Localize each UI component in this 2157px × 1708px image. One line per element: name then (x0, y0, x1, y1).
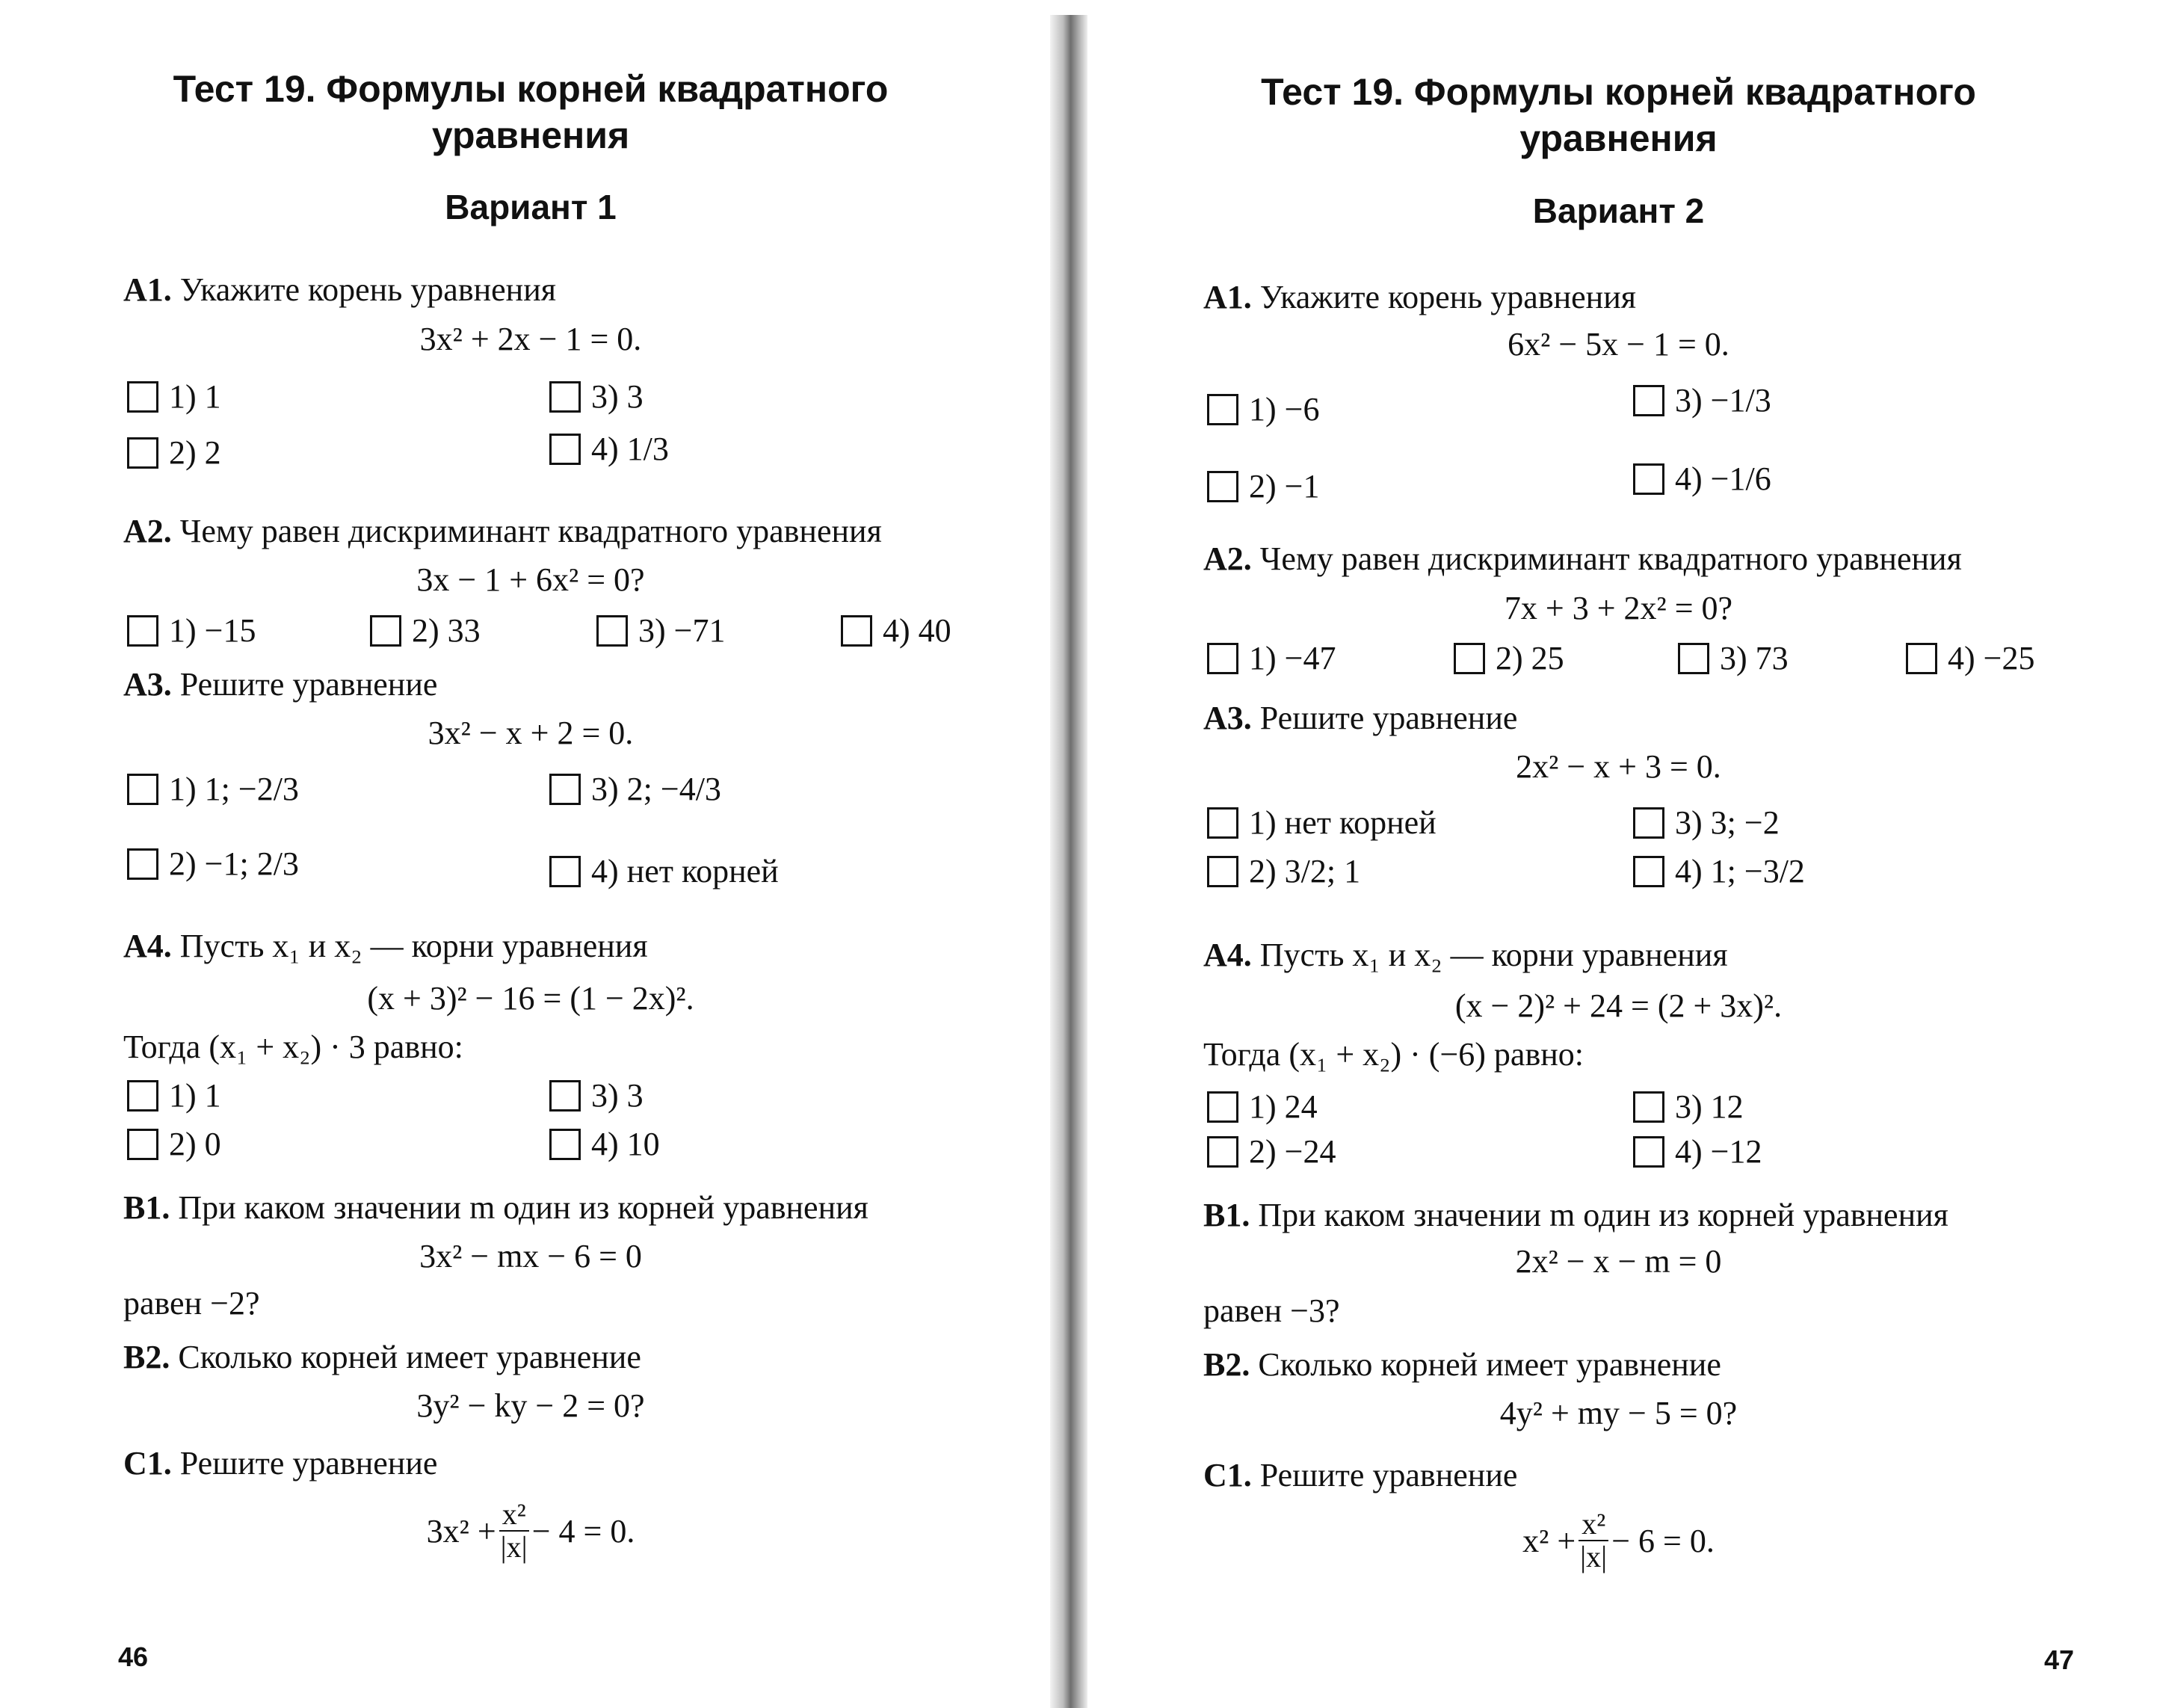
checkbox[interactable] (1633, 856, 1664, 887)
right-b2-equation: 4y² + my − 5 = 0? (1499, 1395, 1738, 1431)
fraction-numerator: x² (499, 1499, 529, 1532)
left-c1-label: С1. (123, 1445, 172, 1482)
left-a2-option-2[interactable] (370, 611, 481, 650)
left-a4-option-4[interactable] (549, 1125, 660, 1163)
option-label: 3) 3 (591, 1077, 644, 1114)
left-a4-equation: (x + 3)² − 16 = (1 − 2x)². (367, 980, 694, 1017)
checkbox[interactable] (1633, 1091, 1664, 1123)
right-b1-label: В1. (1203, 1197, 1250, 1233)
checkbox[interactable] (1633, 1136, 1664, 1168)
checkbox[interactable] (1633, 385, 1664, 416)
left-b2-text: Сколько корней имеет уравнение (178, 1339, 641, 1375)
right-c1-equation (1080, 1508, 2157, 1573)
left-a1-option-4[interactable] (549, 430, 669, 468)
right-c1-label: С1. (1203, 1457, 1252, 1493)
checkbox[interactable] (1678, 643, 1709, 674)
checkbox[interactable] (127, 1080, 158, 1112)
checkbox[interactable] (549, 434, 581, 465)
option-label: 3) 3; −2 (1675, 804, 1780, 841)
right-a4-then: Тогда (x₁ + x₂) · (−6) равно: (1203, 1036, 1584, 1073)
checkbox[interactable] (127, 848, 158, 880)
left-c1-eq-left: 3x² + (426, 1512, 496, 1550)
option-label: 3) 2; −4/3 (591, 771, 721, 807)
right-a3-question (1203, 699, 1517, 737)
right-a2-equation: 7x + 3 + 2x² = 0? (1504, 590, 1733, 626)
fraction-denominator: |x| (1580, 1540, 1608, 1573)
left-page-number: 46 (118, 1641, 149, 1672)
right-c1-question (1203, 1456, 1517, 1494)
option-label: 2) −1 (1249, 468, 1320, 505)
option-label: 2) 33 (412, 612, 481, 649)
right-a2-option-3[interactable] (1678, 639, 1789, 677)
checkbox[interactable] (1207, 1091, 1238, 1123)
left-c1-text: Решите уравнение (179, 1445, 438, 1482)
right-title (1080, 69, 2157, 161)
right-b2-text: Сколько корней имеет уравнение (1258, 1346, 1721, 1383)
left-a3-label: А3. (123, 666, 172, 703)
left-a2-equation: 3x − 1 + 6x² = 0? (416, 561, 645, 598)
checkbox[interactable] (370, 615, 401, 647)
option-label: 4) −1/6 (1675, 460, 1771, 497)
right-a3-equation: 2x² − x + 3 = 0. (1516, 748, 1721, 785)
option-label: 3) −71 (638, 612, 726, 649)
right-b1-question (1203, 1196, 1948, 1234)
option-label: 4) 10 (591, 1126, 660, 1162)
left-a1-question (123, 271, 556, 309)
option-label: 4) нет корней (591, 853, 779, 890)
right-a4-equation: (x − 2)² + 24 = (2 + 3x)². (1454, 987, 1783, 1024)
right-page-number: 47 (2044, 1644, 2075, 1675)
left-variant: Вариант 1 (445, 188, 617, 226)
left-title-line2: уравнения (431, 114, 630, 156)
right-a3-option-3[interactable] (1633, 804, 1780, 842)
right-b2-label: В2. (1203, 1346, 1250, 1383)
option-label: 2) −24 (1249, 1133, 1336, 1170)
left-c1-equation (0, 1499, 1061, 1563)
right-a2-label: А2. (1203, 540, 1252, 577)
left-a2-option-1[interactable] (127, 611, 256, 650)
right-c1-text: Решите уравнение (1259, 1457, 1518, 1493)
left-b2-equation: 3y² − ky − 2 = 0? (416, 1387, 645, 1424)
checkbox[interactable] (549, 381, 581, 413)
option-label: 2) 0 (169, 1126, 221, 1162)
right-a4-option-2[interactable] (1207, 1132, 1336, 1171)
left-title-line1: Тест 19. Формулы корней квадратного (173, 68, 889, 110)
option-label: 1) −6 (1249, 391, 1320, 428)
option-label: 1) −15 (169, 612, 256, 649)
left-a4-text: Пусть x₁ и x₂ — корни уравнения (179, 928, 648, 964)
left-a4-label: А4. (123, 928, 172, 964)
left-b2-label: В2. (123, 1339, 170, 1375)
option-label: 1) 1; −2/3 (169, 771, 299, 807)
right-a4-label: А4. (1203, 937, 1252, 973)
option-label: 4) 1; −3/2 (1675, 853, 1805, 890)
checkbox[interactable] (1633, 463, 1664, 495)
checkbox[interactable] (549, 1129, 581, 1160)
left-a1-option-2[interactable] (127, 434, 221, 472)
right-a2-option-4[interactable] (1906, 639, 2034, 677)
option-label: 3) 73 (1720, 640, 1789, 676)
right-a4-question (1203, 936, 1728, 974)
left-a2-option-4[interactable] (841, 611, 951, 650)
option-label: 1) 24 (1249, 1088, 1318, 1125)
left-a1-text: Укажите корень уравнения (179, 271, 557, 308)
left-b1-label: В1. (123, 1189, 170, 1226)
option-label: 1) 1 (169, 378, 221, 415)
left-a1-option-1[interactable] (127, 377, 221, 416)
checkbox[interactable] (1207, 394, 1238, 425)
option-label: 4) −25 (1948, 640, 2035, 676)
left-a4-option-1[interactable] (127, 1076, 221, 1114)
checkbox[interactable] (549, 856, 581, 887)
checkbox[interactable] (1633, 807, 1664, 839)
option-label: 2) 2 (169, 434, 221, 471)
option-label: 2) 3/2; 1 (1249, 853, 1361, 890)
left-c1-eq-right: − 4 = 0. (531, 1512, 635, 1550)
option-label: 3) −1/3 (1675, 382, 1771, 419)
left-c1-question (123, 1444, 437, 1482)
right-page (1080, 0, 2157, 1708)
checkbox[interactable] (127, 774, 158, 805)
left-a3-text: Решите уравнение (179, 666, 438, 703)
left-a2-question (123, 512, 882, 550)
right-a3-option-1[interactable] (1207, 804, 1437, 842)
left-a3-option-3[interactable] (549, 770, 721, 808)
right-a2-text: Чему равен дискриминант квадратного уравнения (1259, 540, 1962, 577)
right-a4-option-4[interactable] (1633, 1132, 1762, 1171)
right-a3-label: А3. (1203, 700, 1252, 736)
checkbox[interactable] (549, 774, 581, 805)
right-c1-eq-left: x² + (1522, 1522, 1576, 1559)
option-label: 3) 3 (591, 378, 644, 415)
right-b1-tail: равен −3? (1203, 1292, 1340, 1329)
left-a3-option-1[interactable] (127, 770, 299, 808)
left-a1-equation: 3x² + 2x − 1 = 0. (419, 321, 642, 357)
option-label: 2) 25 (1496, 640, 1564, 676)
left-a3-option-2[interactable] (127, 845, 299, 883)
left-a3-option-4[interactable] (549, 852, 779, 890)
right-a1-option-2[interactable] (1207, 467, 1319, 505)
right-a1-question (1203, 278, 1636, 316)
left-b1-equation: 3x² − mx − 6 = 0 (419, 1238, 642, 1274)
left-page (0, 0, 1061, 1708)
left-a2-text: Чему равен дискриминант квадратного уравнения (179, 513, 882, 549)
left-a4-option-2[interactable] (127, 1125, 221, 1163)
option-label: 4) 40 (883, 612, 951, 649)
left-a4-then: Тогда (x₁ + x₂) · 3 равно: (123, 1029, 463, 1065)
left-b1-question (123, 1188, 868, 1227)
fraction-denominator: |x| (500, 1530, 528, 1564)
option-label: 3) 12 (1675, 1088, 1744, 1125)
checkbox[interactable] (127, 437, 158, 469)
right-a4-option-3[interactable] (1633, 1088, 1744, 1126)
left-a1-option-3[interactable] (549, 377, 644, 416)
right-b1-text: При каком значении m один из корней уравнения (1258, 1197, 1948, 1233)
right-variant: Вариант 2 (1532, 191, 1705, 230)
left-a3-equation: 3x² − x + 2 = 0. (428, 715, 634, 751)
right-title-line2: уравнения (1519, 117, 1718, 159)
right-a1-equation: 6x² − 5x − 1 = 0. (1508, 326, 1729, 363)
option-label: 1) −47 (1249, 640, 1336, 676)
right-a1-option-1[interactable] (1207, 390, 1319, 428)
checkbox[interactable] (127, 1129, 158, 1160)
right-a1-text: Укажите корень уравнения (1259, 279, 1637, 315)
right-a2-question (1203, 540, 1962, 578)
option-label: 1) нет корней (1249, 804, 1437, 841)
left-a4-question (123, 927, 648, 965)
right-a1-label: А1. (1203, 279, 1252, 315)
option-label: 2) −1; 2/3 (169, 845, 299, 882)
right-a1-option-4[interactable] (1633, 460, 1771, 498)
right-c1-eq-right: − 6 = 0. (1611, 1522, 1715, 1559)
left-a2-label: А2. (123, 513, 172, 549)
checkbox[interactable] (1207, 856, 1238, 887)
checkbox[interactable] (841, 615, 872, 647)
checkbox[interactable] (1906, 643, 1937, 674)
left-a4-option-3[interactable] (549, 1076, 644, 1114)
right-a2-option-2[interactable] (1454, 639, 1564, 677)
right-a4-text: Пусть x₁ и x₂ — корни уравнения (1259, 937, 1728, 973)
option-label: 4) −12 (1675, 1133, 1762, 1170)
left-b2-question (123, 1338, 641, 1376)
checkbox[interactable] (549, 1080, 581, 1112)
option-label: 1) 1 (169, 1077, 221, 1114)
right-a2-option-1[interactable] (1207, 639, 1336, 677)
checkbox[interactable] (1207, 643, 1238, 674)
left-a1-label: А1. (123, 271, 172, 308)
left-b1-text: При каком значении m один из корней уравнения (178, 1189, 868, 1226)
right-b1-equation: 2x² − x − m = 0 (1515, 1243, 1722, 1280)
right-a3-option-4[interactable] (1633, 852, 1805, 890)
fraction-numerator: x² (1579, 1508, 1608, 1541)
checkbox[interactable] (596, 615, 628, 647)
option-label: 4) 1/3 (591, 431, 669, 467)
left-b1-tail: равен −2? (123, 1285, 260, 1322)
checkbox[interactable] (1207, 1136, 1238, 1168)
checkbox[interactable] (1207, 471, 1238, 502)
right-title-line1: Тест 19. Формулы корней квадратного (1261, 71, 1976, 113)
checkbox[interactable] (1454, 643, 1485, 674)
checkbox[interactable] (1207, 807, 1238, 839)
left-c1-fraction (499, 1499, 529, 1563)
checkbox[interactable] (127, 381, 158, 413)
left-a3-question (123, 665, 437, 703)
left-title (0, 66, 1061, 158)
right-b2-question (1203, 1345, 1721, 1384)
right-a3-option-2[interactable] (1207, 852, 1360, 890)
right-a1-option-3[interactable] (1633, 381, 1771, 419)
checkbox[interactable] (127, 615, 158, 647)
right-c1-fraction (1579, 1508, 1608, 1573)
right-a4-option-1[interactable] (1207, 1088, 1318, 1126)
right-a3-text: Решите уравнение (1259, 700, 1518, 736)
left-a2-option-3[interactable] (596, 611, 725, 650)
